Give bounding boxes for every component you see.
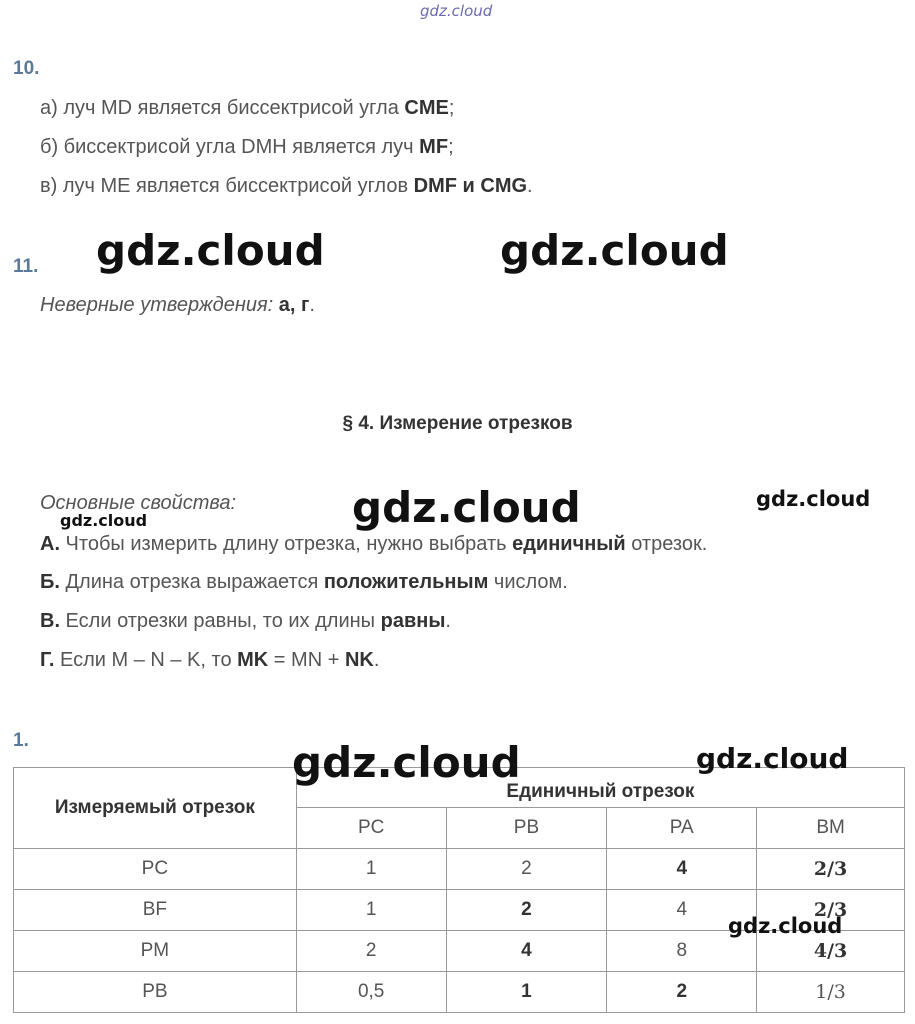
q10-line-b xyxy=(40,136,454,159)
table-cell: 4 xyxy=(607,890,757,931)
table-cell-bold: 4/3 xyxy=(813,940,848,962)
property-b-post: числом. xyxy=(488,571,568,593)
property-a xyxy=(40,533,707,556)
table-cell xyxy=(446,931,607,972)
table-column-header: PB xyxy=(446,808,607,849)
table-cell xyxy=(446,890,607,931)
table-cell xyxy=(446,972,607,1013)
properties-heading: Основные свойства: xyxy=(40,492,237,514)
property-g-bold-1: MK xyxy=(237,649,269,671)
property-g-letter: Г. xyxy=(40,649,55,671)
q11-answer: а, г xyxy=(278,294,310,316)
property-a-post: отрезок. xyxy=(625,533,708,555)
measurement-table xyxy=(13,767,905,1013)
watermark-top: gdz.cloud xyxy=(420,2,493,20)
table-cell xyxy=(607,972,757,1013)
property-g-mid: = MN + xyxy=(268,649,345,671)
question-number-1: 1. xyxy=(13,730,29,751)
table-row-header: Измеряемый отрезок xyxy=(14,768,297,849)
q10-c-text: в) луч ME является биссектрисой углов xyxy=(40,175,414,197)
table-cell-bold: 4 xyxy=(521,940,532,961)
property-v-text: Если отрезки равны, то их длины xyxy=(60,610,381,632)
table-cell: 0,5 xyxy=(296,972,446,1013)
property-v-post: . xyxy=(445,610,451,632)
property-a-text: Чтобы измерить длину отрезка, нужно выбрать xyxy=(60,533,513,555)
q10-b-bold: MF xyxy=(419,136,449,158)
table-cell-bold: 2/3 xyxy=(813,858,848,880)
q10-line-a xyxy=(40,97,454,120)
watermark-large: gdz.cloud xyxy=(352,483,581,532)
q10-a-bold: CME xyxy=(404,97,449,119)
table-cell: 1/3 xyxy=(757,972,905,1013)
watermark-medium: gdz.cloud xyxy=(728,914,843,938)
property-a-bold: единичный xyxy=(512,533,626,555)
table-cell-bold: 2 xyxy=(521,899,532,920)
table-row-label: PC xyxy=(14,849,297,890)
watermark-medium: gdz.cloud xyxy=(756,487,871,511)
table-column-header: BM xyxy=(757,808,905,849)
property-b-text: Длина отрезка выражается xyxy=(59,571,324,593)
property-v-letter: В. xyxy=(40,610,60,632)
q10-line-c xyxy=(40,175,533,198)
property-g-bold-2: NK xyxy=(344,649,374,671)
question-number-10: 10. xyxy=(13,58,40,79)
table-cell: 1 xyxy=(296,849,446,890)
q10-c-post: . xyxy=(527,175,533,197)
table-cell: 2 xyxy=(296,931,446,972)
q10-a-text: а) луч MD является биссектрисой угла xyxy=(40,97,405,119)
q11-label: Неверные утверждения: xyxy=(40,294,274,316)
q11-answer-line xyxy=(40,294,315,317)
property-g-post: . xyxy=(373,649,380,671)
table-row-label: BF xyxy=(14,890,297,931)
question-number-11: 11. xyxy=(13,256,39,277)
table-cell-bold: 1 xyxy=(521,981,532,1002)
table-cell-bold: 2 xyxy=(676,981,688,1002)
q10-a-post: ; xyxy=(448,97,455,119)
table-row xyxy=(14,849,905,890)
watermark-large: gdz.cloud xyxy=(500,226,729,275)
watermark-large: gdz.cloud xyxy=(292,738,521,787)
watermark-medium: gdz.cloud xyxy=(696,742,849,775)
property-v xyxy=(40,610,451,633)
q10-c-bold: DMF и CMG xyxy=(413,175,528,197)
q11-post: . xyxy=(309,294,315,316)
table-cell: 8 xyxy=(607,931,757,972)
watermark-large: gdz.cloud xyxy=(96,226,325,275)
table-cell: 2 xyxy=(446,849,607,890)
table-row-label: PB xyxy=(14,972,297,1013)
property-g xyxy=(40,649,379,672)
property-b-bold: положительным xyxy=(323,571,489,593)
q10-b-post: ; xyxy=(448,136,454,158)
property-v-bold: равны xyxy=(380,610,446,632)
property-b xyxy=(40,571,568,594)
table-column-header: PA xyxy=(607,808,757,849)
q10-b-text: б) биссектрисой угла DMH является луч xyxy=(40,136,420,158)
table-row xyxy=(14,972,905,1013)
property-b-letter: Б. xyxy=(40,571,60,593)
table-cell xyxy=(607,849,757,890)
table-column-header: PC xyxy=(296,808,446,849)
table-cell-bold: 2/3 xyxy=(813,899,848,921)
table-cell xyxy=(757,849,905,890)
section-title: § 4. Измерение отрезков xyxy=(342,413,573,434)
property-a-letter: А. xyxy=(40,533,60,555)
table-row-label: PM xyxy=(14,931,297,972)
watermark-small: gdz.cloud xyxy=(60,511,148,530)
property-g-text: Если M – N – K, то xyxy=(54,649,238,671)
table-cell: 1 xyxy=(296,890,446,931)
table-cell-bold: 4 xyxy=(676,858,688,879)
table-column-group-header: Единичный отрезок xyxy=(296,768,904,808)
